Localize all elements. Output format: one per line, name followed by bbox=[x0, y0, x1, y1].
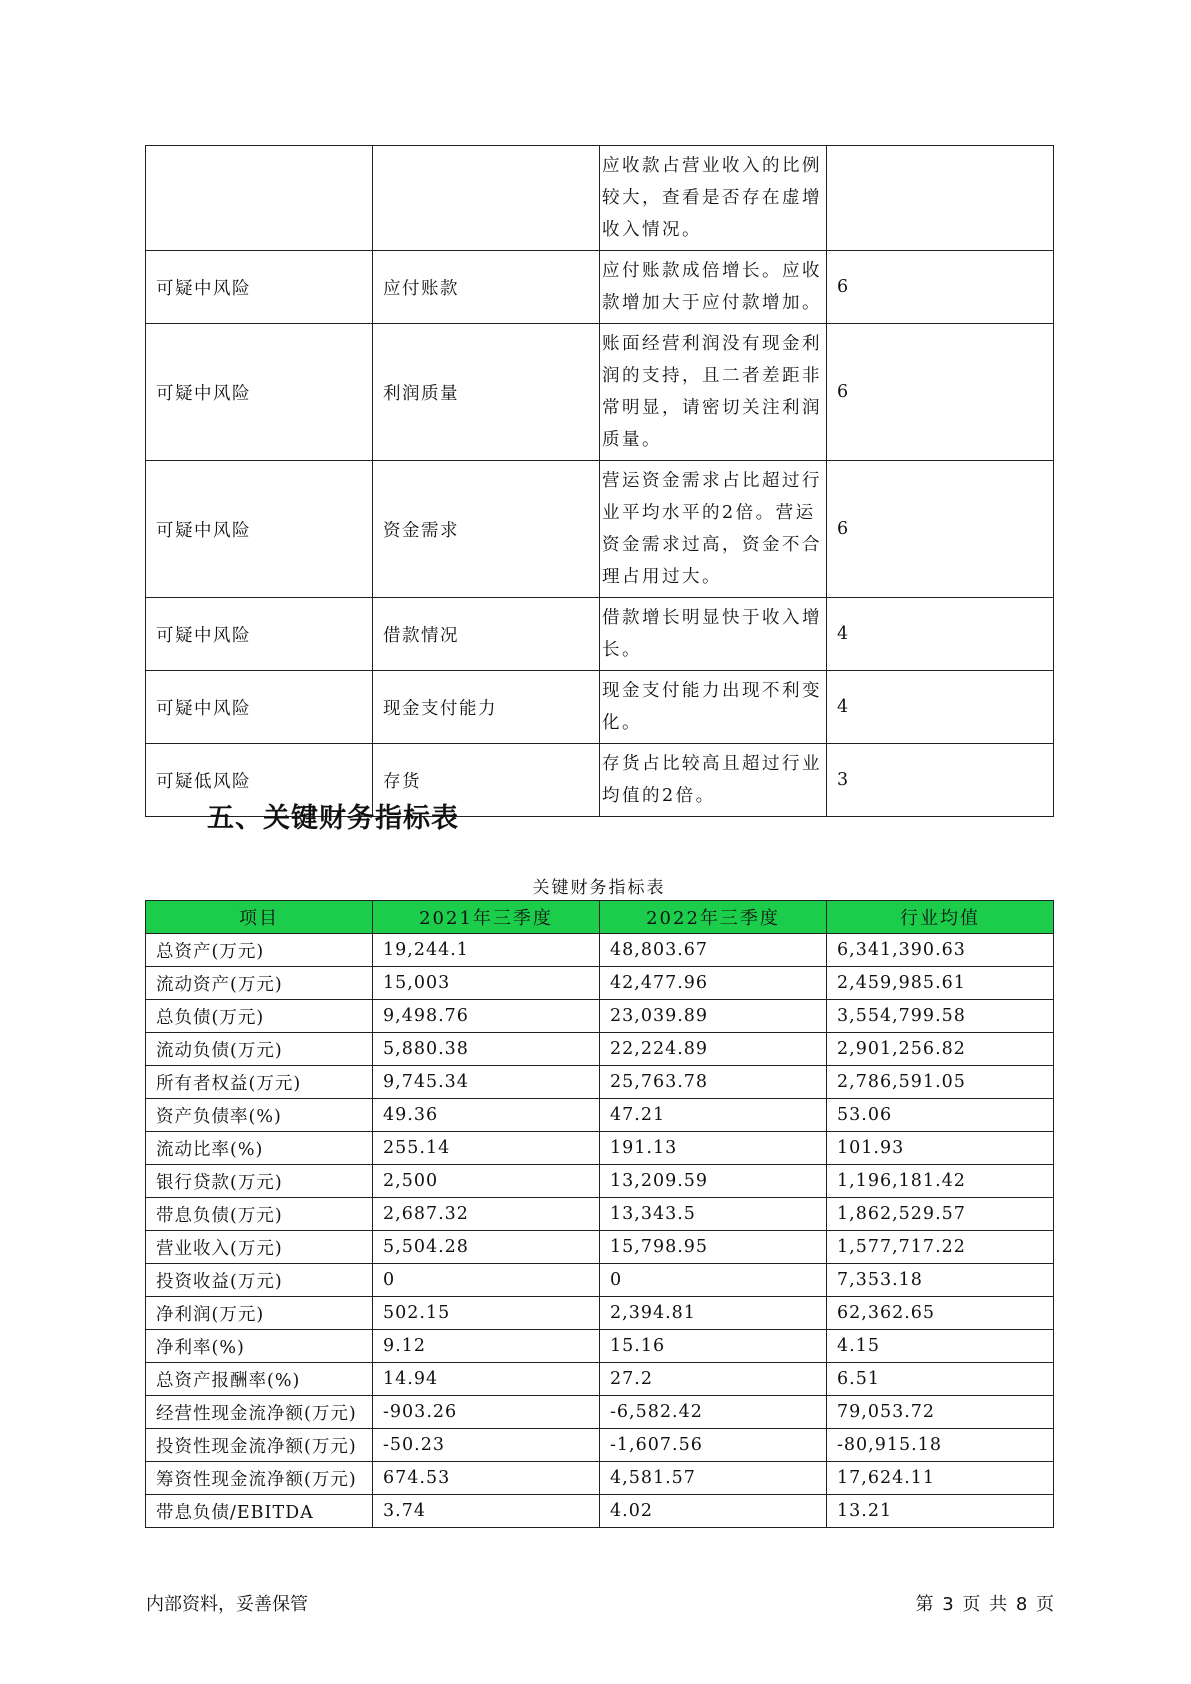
risk-description-cell: 营运资金需求占比超过行业平均水平的2倍。营运资金需求过高，资金不合理占用过大。 bbox=[600, 461, 827, 598]
risk-description-cell: 借款增长明显快于收入增长。 bbox=[600, 598, 827, 671]
metric-name-cell: 带息负债(万元) bbox=[146, 1198, 373, 1231]
risk-item-cell: 借款情况 bbox=[373, 598, 600, 671]
table-row bbox=[146, 1033, 1054, 1066]
table-row bbox=[146, 967, 1054, 1000]
metric-value-cell: 53.06 bbox=[827, 1099, 1054, 1132]
risk-row bbox=[146, 598, 1054, 671]
column-header: 项目 bbox=[146, 901, 373, 934]
metric-name-cell: 投资收益(万元) bbox=[146, 1264, 373, 1297]
risk-score-cell bbox=[827, 146, 1054, 251]
risk-level-cell: 可疑中风险 bbox=[146, 461, 373, 598]
metric-value-cell: 23,039.89 bbox=[600, 1000, 827, 1033]
table-row bbox=[146, 1198, 1054, 1231]
metric-value-cell: 42,477.96 bbox=[600, 967, 827, 1000]
metric-value-cell: -50.23 bbox=[373, 1429, 600, 1462]
metric-value-cell: 9,498.76 bbox=[373, 1000, 600, 1033]
metric-name-cell: 净利润(万元) bbox=[146, 1297, 373, 1330]
metric-name-cell: 净利率(%) bbox=[146, 1330, 373, 1363]
risk-score-cell: 6 bbox=[827, 251, 1054, 324]
risk-level-cell: 可疑中风险 bbox=[146, 251, 373, 324]
metric-value-cell: 2,786,591.05 bbox=[827, 1066, 1054, 1099]
metric-name-cell: 流动资产(万元) bbox=[146, 967, 373, 1000]
metric-value-cell: 502.15 bbox=[373, 1297, 600, 1330]
table-row bbox=[146, 1132, 1054, 1165]
table-row bbox=[146, 1066, 1054, 1099]
metric-value-cell: 1,196,181.42 bbox=[827, 1165, 1054, 1198]
table-row bbox=[146, 1429, 1054, 1462]
metric-value-cell: 79,053.72 bbox=[827, 1396, 1054, 1429]
metric-value-cell: 3,554,799.58 bbox=[827, 1000, 1054, 1033]
risk-description-cell: 存货占比较高且超过行业均值的2倍。 bbox=[600, 744, 827, 817]
table-row bbox=[146, 1165, 1054, 1198]
metric-name-cell: 投资性现金流净额(万元) bbox=[146, 1429, 373, 1462]
metric-name-cell: 筹资性现金流净额(万元) bbox=[146, 1462, 373, 1495]
table-row bbox=[146, 1000, 1054, 1033]
risk-row bbox=[146, 324, 1054, 461]
metric-value-cell: 7,353.18 bbox=[827, 1264, 1054, 1297]
metric-name-cell: 总资产(万元) bbox=[146, 934, 373, 967]
metric-value-cell: 0 bbox=[600, 1264, 827, 1297]
table-caption: 关键财务指标表 bbox=[532, 878, 666, 898]
risk-table-body bbox=[146, 146, 1054, 817]
metric-value-cell: 6.51 bbox=[827, 1363, 1054, 1396]
metric-value-cell: 6,341,390.63 bbox=[827, 934, 1054, 967]
metric-value-cell: 3.74 bbox=[373, 1495, 600, 1528]
risk-level-cell: 可疑中风险 bbox=[146, 324, 373, 461]
risk-level-cell bbox=[146, 146, 373, 251]
metric-value-cell: 13,343.5 bbox=[600, 1198, 827, 1231]
metric-value-cell: 9,745.34 bbox=[373, 1066, 600, 1099]
risk-item-cell: 现金支付能力 bbox=[373, 671, 600, 744]
table-row bbox=[146, 1099, 1054, 1132]
metric-value-cell: 2,459,985.61 bbox=[827, 967, 1054, 1000]
metric-value-cell: -903.26 bbox=[373, 1396, 600, 1429]
table-row bbox=[146, 1495, 1054, 1528]
risk-score-cell: 6 bbox=[827, 324, 1054, 461]
risk-row bbox=[146, 146, 1054, 251]
metric-value-cell: 15,798.95 bbox=[600, 1231, 827, 1264]
metric-value-cell: 62,362.65 bbox=[827, 1297, 1054, 1330]
risk-item-cell: 资金需求 bbox=[373, 461, 600, 598]
metric-value-cell: 27.2 bbox=[600, 1363, 827, 1396]
metric-value-cell: 4.02 bbox=[600, 1495, 827, 1528]
metric-name-cell: 所有者权益(万元) bbox=[146, 1066, 373, 1099]
risk-description-cell: 现金支付能力出现不利变化。 bbox=[600, 671, 827, 744]
metric-name-cell: 总负债(万元) bbox=[146, 1000, 373, 1033]
risk-item-cell: 应付账款 bbox=[373, 251, 600, 324]
metric-value-cell: 14.94 bbox=[373, 1363, 600, 1396]
metric-value-cell: 4.15 bbox=[827, 1330, 1054, 1363]
table-row bbox=[146, 1363, 1054, 1396]
risk-table bbox=[145, 145, 1054, 817]
metric-value-cell: 19,244.1 bbox=[373, 934, 600, 967]
metric-value-cell: -80,915.18 bbox=[827, 1429, 1054, 1462]
risk-row bbox=[146, 671, 1054, 744]
metric-value-cell: 2,500 bbox=[373, 1165, 600, 1198]
footer-confidential-note: 内部资料，妥善保管 bbox=[146, 1594, 308, 1615]
column-header: 2022年三季度 bbox=[600, 901, 827, 934]
financial-table-body bbox=[146, 901, 1054, 1528]
table-row bbox=[146, 1264, 1054, 1297]
metric-value-cell: -6,582.42 bbox=[600, 1396, 827, 1429]
metric-value-cell: 5,880.38 bbox=[373, 1033, 600, 1066]
metric-value-cell: 0 bbox=[373, 1264, 600, 1297]
metric-value-cell: 4,581.57 bbox=[600, 1462, 827, 1495]
metric-name-cell: 经营性现金流净额(万元) bbox=[146, 1396, 373, 1429]
table-header-row bbox=[146, 901, 1054, 934]
metric-value-cell: 191.13 bbox=[600, 1132, 827, 1165]
financial-indicators-table bbox=[145, 900, 1054, 1528]
risk-description-cell: 应收款占营业收入的比例较大，查看是否存在虚增收入情况。 bbox=[600, 146, 827, 251]
table-row bbox=[146, 934, 1054, 967]
metric-value-cell: 255.14 bbox=[373, 1132, 600, 1165]
metric-value-cell: -1,607.56 bbox=[600, 1429, 827, 1462]
metric-value-cell: 13.21 bbox=[827, 1495, 1054, 1528]
metric-value-cell: 15,003 bbox=[373, 967, 600, 1000]
metric-value-cell: 2,394.81 bbox=[600, 1297, 827, 1330]
risk-score-cell: 4 bbox=[827, 671, 1054, 744]
column-header: 行业均值 bbox=[827, 901, 1054, 934]
table-row bbox=[146, 1231, 1054, 1264]
section-title: 五、关键财务指标表 bbox=[207, 803, 459, 834]
risk-score-cell: 6 bbox=[827, 461, 1054, 598]
metric-value-cell: 2,901,256.82 bbox=[827, 1033, 1054, 1066]
risk-item-cell: 存货 bbox=[373, 744, 600, 817]
risk-score-cell: 3 bbox=[827, 744, 1054, 817]
metric-name-cell: 总资产报酬率(%) bbox=[146, 1363, 373, 1396]
metric-value-cell: 49.36 bbox=[373, 1099, 600, 1132]
metric-name-cell: 营业收入(万元) bbox=[146, 1231, 373, 1264]
risk-level-cell: 可疑中风险 bbox=[146, 671, 373, 744]
risk-item-cell bbox=[373, 146, 600, 251]
metric-value-cell: 1,862,529.57 bbox=[827, 1198, 1054, 1231]
column-header: 2021年三季度 bbox=[373, 901, 600, 934]
metric-value-cell: 674.53 bbox=[373, 1462, 600, 1495]
metric-value-cell: 9.12 bbox=[373, 1330, 600, 1363]
risk-description-cell: 账面经营利润没有现金利润的支持，且二者差距非常明显，请密切关注利润质量。 bbox=[600, 324, 827, 461]
metric-value-cell: 1,577,717.22 bbox=[827, 1231, 1054, 1264]
metric-name-cell: 带息负债/EBITDA bbox=[146, 1495, 373, 1528]
risk-description-cell: 应付账款成倍增长。应收款增加大于应付款增加。 bbox=[600, 251, 827, 324]
table-row bbox=[146, 1396, 1054, 1429]
metric-value-cell: 15.16 bbox=[600, 1330, 827, 1363]
metric-name-cell: 银行贷款(万元) bbox=[146, 1165, 373, 1198]
metric-value-cell: 101.93 bbox=[827, 1132, 1054, 1165]
metric-name-cell: 流动比率(%) bbox=[146, 1132, 373, 1165]
metric-value-cell: 22,224.89 bbox=[600, 1033, 827, 1066]
metric-name-cell: 资产负债率(%) bbox=[146, 1099, 373, 1132]
risk-level-cell: 可疑中风险 bbox=[146, 598, 373, 671]
metric-name-cell: 流动负债(万元) bbox=[146, 1033, 373, 1066]
table-row bbox=[146, 1462, 1054, 1495]
risk-row bbox=[146, 461, 1054, 598]
table-row bbox=[146, 1297, 1054, 1330]
metric-value-cell: 2,687.32 bbox=[373, 1198, 600, 1231]
risk-score-cell: 4 bbox=[827, 598, 1054, 671]
table-row bbox=[146, 1330, 1054, 1363]
footer-page-number: 第 3 页 共 8 页 bbox=[915, 1594, 1054, 1615]
metric-value-cell: 17,624.11 bbox=[827, 1462, 1054, 1495]
metric-value-cell: 47.21 bbox=[600, 1099, 827, 1132]
metric-value-cell: 25,763.78 bbox=[600, 1066, 827, 1099]
metric-value-cell: 13,209.59 bbox=[600, 1165, 827, 1198]
risk-level-cell: 可疑低风险 bbox=[146, 744, 373, 817]
risk-row bbox=[146, 251, 1054, 324]
risk-item-cell: 利润质量 bbox=[373, 324, 600, 461]
metric-value-cell: 5,504.28 bbox=[373, 1231, 600, 1264]
metric-value-cell: 48,803.67 bbox=[600, 934, 827, 967]
